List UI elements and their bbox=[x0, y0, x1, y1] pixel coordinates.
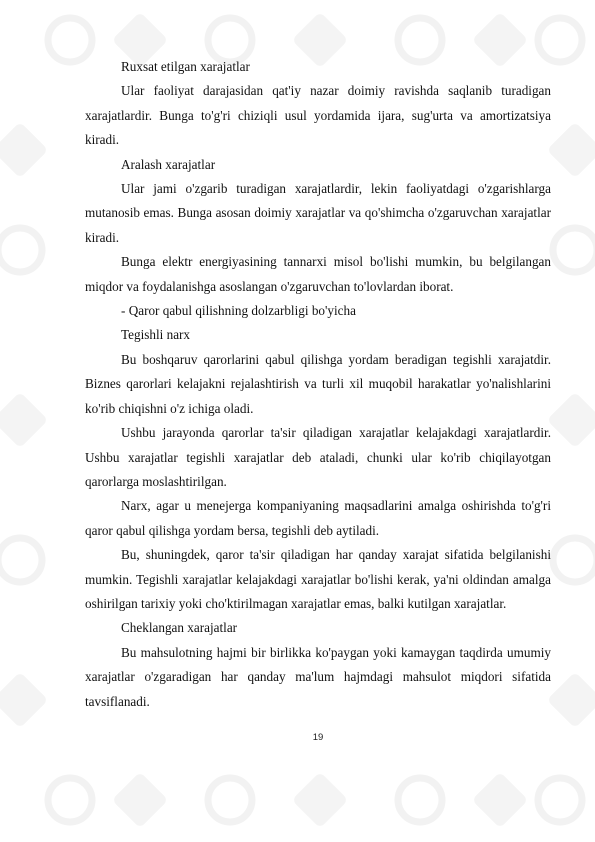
section-heading-fixed-costs: Ruxsat etilgan xarajatlar bbox=[121, 59, 250, 74]
paragraph-marginal-costs: Bu mahsulotning hajmi bir birlikka ko'paygan yoki kamaygan taqdirda umumiy xarajatlar o'zgaradigan har qanday ma'lum hajmdagi mahsulot miqdori sifatida tavsiflanadi. bbox=[85, 644, 551, 709]
paragraph-mixed-costs: Ular jami o'zgarib turadigan xarajatlardir, lekin faoliyatdagi o'zgarishlarga mutanosib emas. Bunga asosan doimiy xarajatlar va qo'shimcha o'zgaruvchan xarajatlar kiradi. bbox=[85, 181, 551, 245]
section-heading-relevant-cost: Tegishli narx bbox=[121, 327, 191, 343]
section-heading-marginal-costs: Cheklangan xarajatlar bbox=[121, 620, 238, 636]
paragraph-fixed-costs: Ular faoliyat darajasidan qat'iy nazar doimiy ravishda saqlanib turadigan xarajatlardir. Bunga to'g'ri chiziqli usul yordamida ijara, sug'urta va amortizatsiya kiradi. bbox=[85, 83, 551, 148]
page-number: 19 bbox=[312, 732, 324, 743]
paragraph-price-relevance: Narx, agar u menejerga kompaniyaning maqsadlarini amalga oshirishda to'g'ri qaror qabul qilishga yordam bersa, tegishli deb aytiladi. bbox=[85, 498, 551, 538]
section-heading-mixed-costs: Aralash xarajatlar bbox=[121, 156, 216, 172]
paragraph-future-costs: Ushbu jarayonda qarorlar ta'sir qiladigan xarajatlar kelajakdagi xarajatlardir. Ushbu xarajatlar tegishli xarajatlar deb ataladi, chunki ular ko'rib chiqilayotgan qarorlarga moslashtirilgan. bbox=[85, 425, 551, 489]
document-body bbox=[85, 55, 551, 714]
paragraph-relevant-cost-definition: Bu boshqaruv qarorlarini qabul qilishga yordam beradigan tegishli xarajatdir. Biznes qarorlari kelajakni rejalashtirish va turli xil muqobil harakatlar yo'nalishlarini ko'rib chiqishni o'z ichiga oladi. bbox=[85, 351, 551, 416]
paragraph-electricity-example: Bunga elektr energiyasining tannarxi misol bo'lishi mumkin, bu belgilangan miqdor va foydalanishga asoslangan o'zgaruvchan to'lovlardan iborat. bbox=[85, 254, 551, 294]
paragraph-relevant-cost-expected: Bu, shuningdek, qaror ta'sir qiladigan har qanday xarajat sifatida belgilanishi mumkin. Tegishli xarajatlar kelajakdagi xarajatlar bo'lishi kerak, ya'ni oldindan amalga oshirilgan tarixiy yoki cho'ktirilmagan xarajatlar emas, balki kutilgan xarajatlar. bbox=[85, 547, 551, 611]
section-heading-decision-relevance: - Qaror qabul qilishning dolzarbligi bo'yicha bbox=[121, 303, 356, 319]
